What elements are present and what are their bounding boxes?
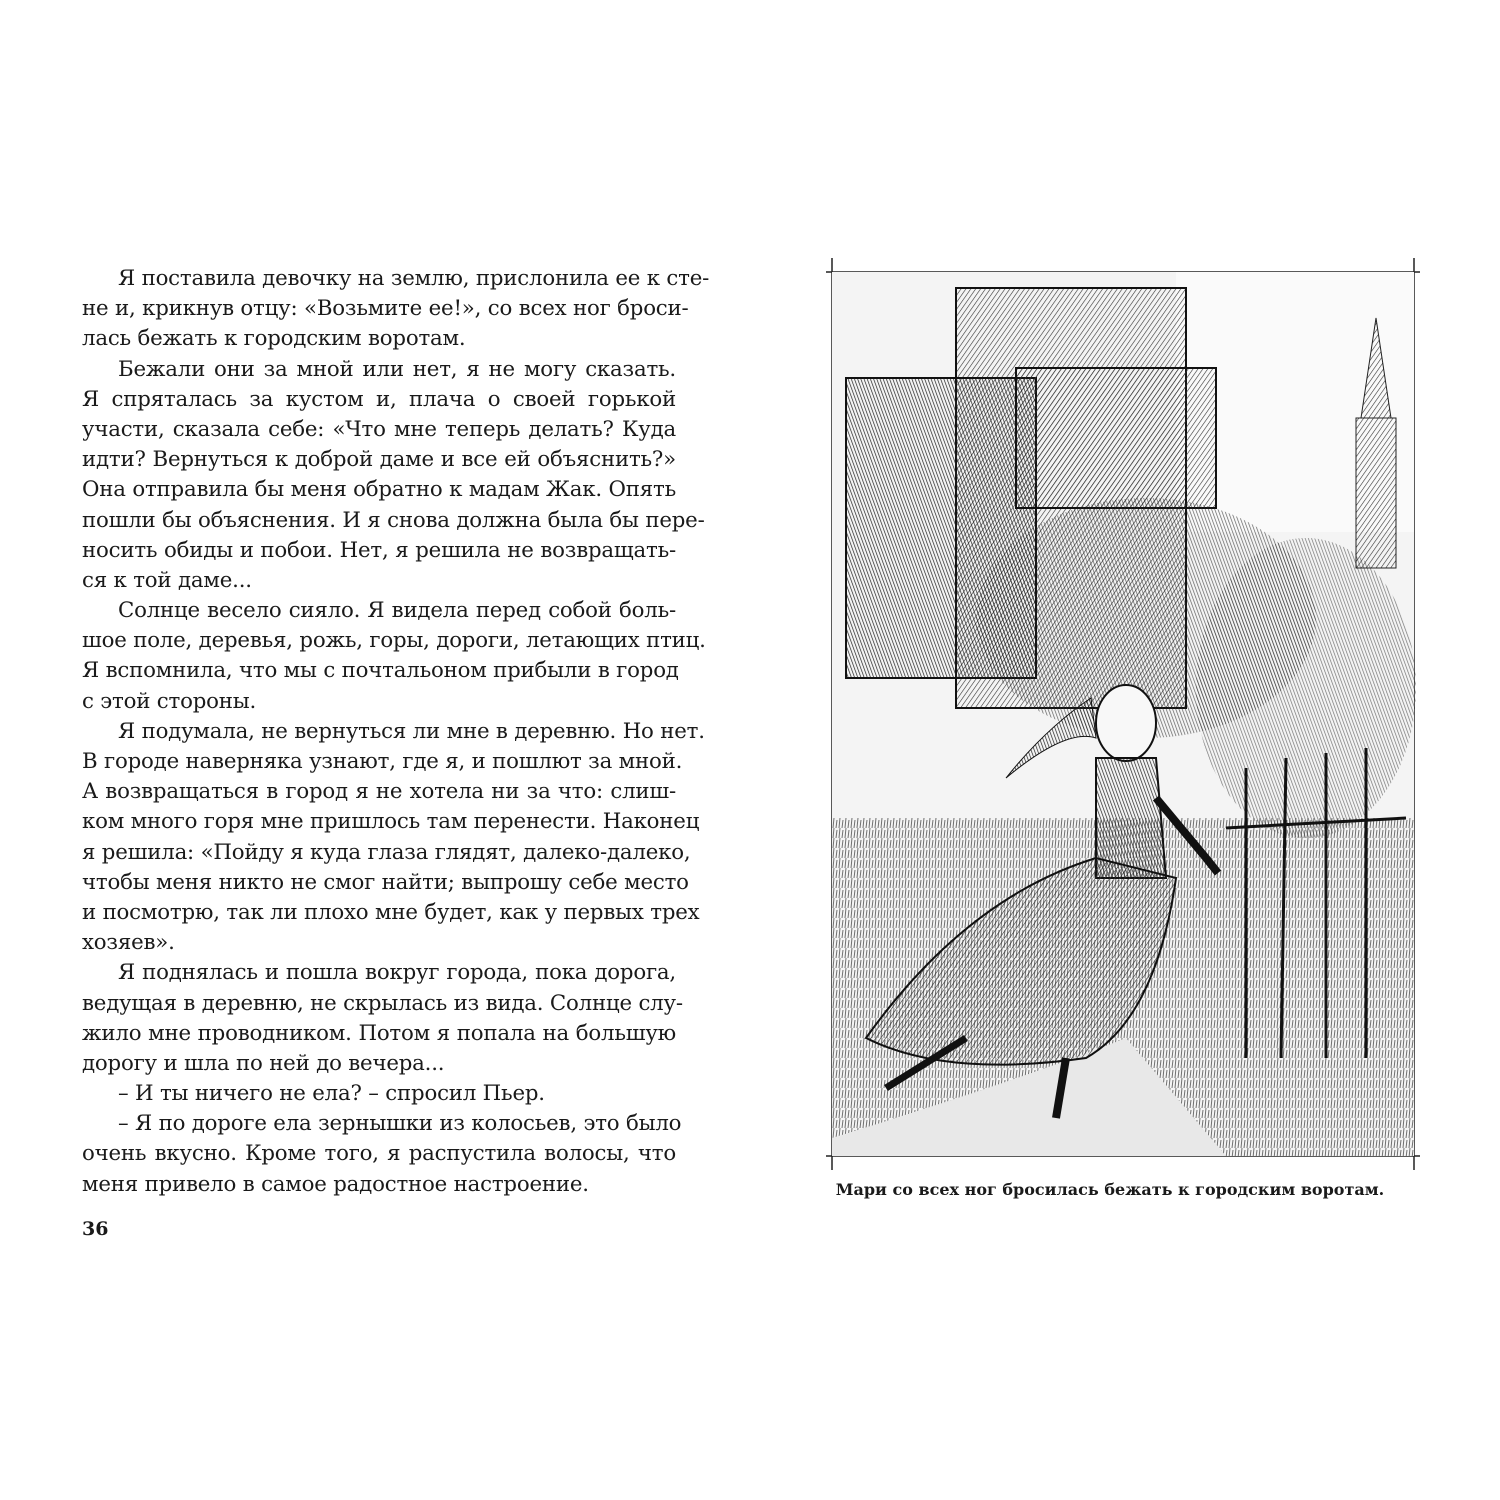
text-line: пошли бы объяснения. И я снова должна была бы пере-	[82, 507, 705, 533]
text-line: идти? Вернуться к доброй даме и все ей объяснить?»	[82, 447, 676, 473]
text-line: и посмотрю, так ли плохо мне будет, как у первых трех	[82, 899, 700, 925]
text-line: ся к той даме...	[82, 567, 252, 593]
text-line: Солнце весело сияло. Я видела перед собой боль-	[118, 598, 676, 624]
text-line: ком много горя мне пришлось там перенести. Наконец	[82, 809, 700, 835]
page-number: 36	[82, 1218, 109, 1240]
text-line: Она отправила бы меня обратно к мадам Жак. Опять	[82, 477, 676, 503]
illustration-caption: Мари со всех ног бросилась бежать к городским воротам.	[835, 1180, 1385, 1199]
text-line: – И ты ничего не ела? – спросил Пьер.	[118, 1081, 545, 1107]
text-line: Я поставила девочку на землю, прислонила ее к сте-	[118, 266, 710, 291]
text-line: носить обиды и побои. Нет, я решила не возвращать-	[82, 537, 676, 563]
text-line: – Я по дороге ела зернышки из колосьев, это было	[118, 1111, 682, 1137]
text-line: Я вспомнила, что мы с почтальоном прибыли в город	[82, 658, 679, 684]
text-line: с этой стороны.	[82, 688, 257, 714]
text-line: Бежали они за мной или нет, я не могу сказать.	[118, 356, 676, 382]
body-text	[82, 264, 710, 1200]
text-line: ведущая в деревню, не скрылась из вида. Солнце слу-	[82, 990, 683, 1016]
illustration	[826, 258, 1420, 1170]
text-line: Я поднялась и пошла вокруг города, пока дорога,	[118, 960, 676, 986]
text-line: не и, крикнув отцу: «Возьмите ее!», со всех ног броси-	[82, 296, 689, 322]
engraving-girl-running	[826, 258, 1420, 1170]
text-line: я решила: «Пойду я куда глаза глядят, далеко-далеко,	[82, 839, 691, 865]
text-line: жило мне проводником. Потом я попала на большую	[82, 1020, 676, 1046]
text-line: дорогу и шла по ней до вечера...	[82, 1050, 445, 1076]
text-line: лась бежать к городским воротам.	[82, 326, 466, 352]
text-line: В городе наверняка узнают, где я, и пошлют за мной.	[82, 749, 683, 774]
text-line: меня привело в самое радостное настроение.	[82, 1171, 589, 1197]
text-line: хозяев».	[82, 930, 175, 956]
text-line: шое поле, деревья, рожь, горы, дороги, летающих птиц.	[82, 628, 706, 654]
text-line: Я подумала, не вернуться ли мне в деревню. Но нет.	[118, 718, 705, 744]
text-line: очень вкусно. Кроме того, я распустила волосы, что	[82, 1141, 676, 1167]
text-line: Я спряталась за кустом и, плача о своей горькой	[82, 386, 676, 412]
text-line: А возвращаться в город я не хотела ни за что: слиш-	[82, 779, 676, 805]
text-line: чтобы меня никто не смог найти; выпрошу себе место	[82, 869, 689, 895]
text-line: участи, сказала себе: «Что мне теперь делать? Куда	[82, 416, 676, 442]
